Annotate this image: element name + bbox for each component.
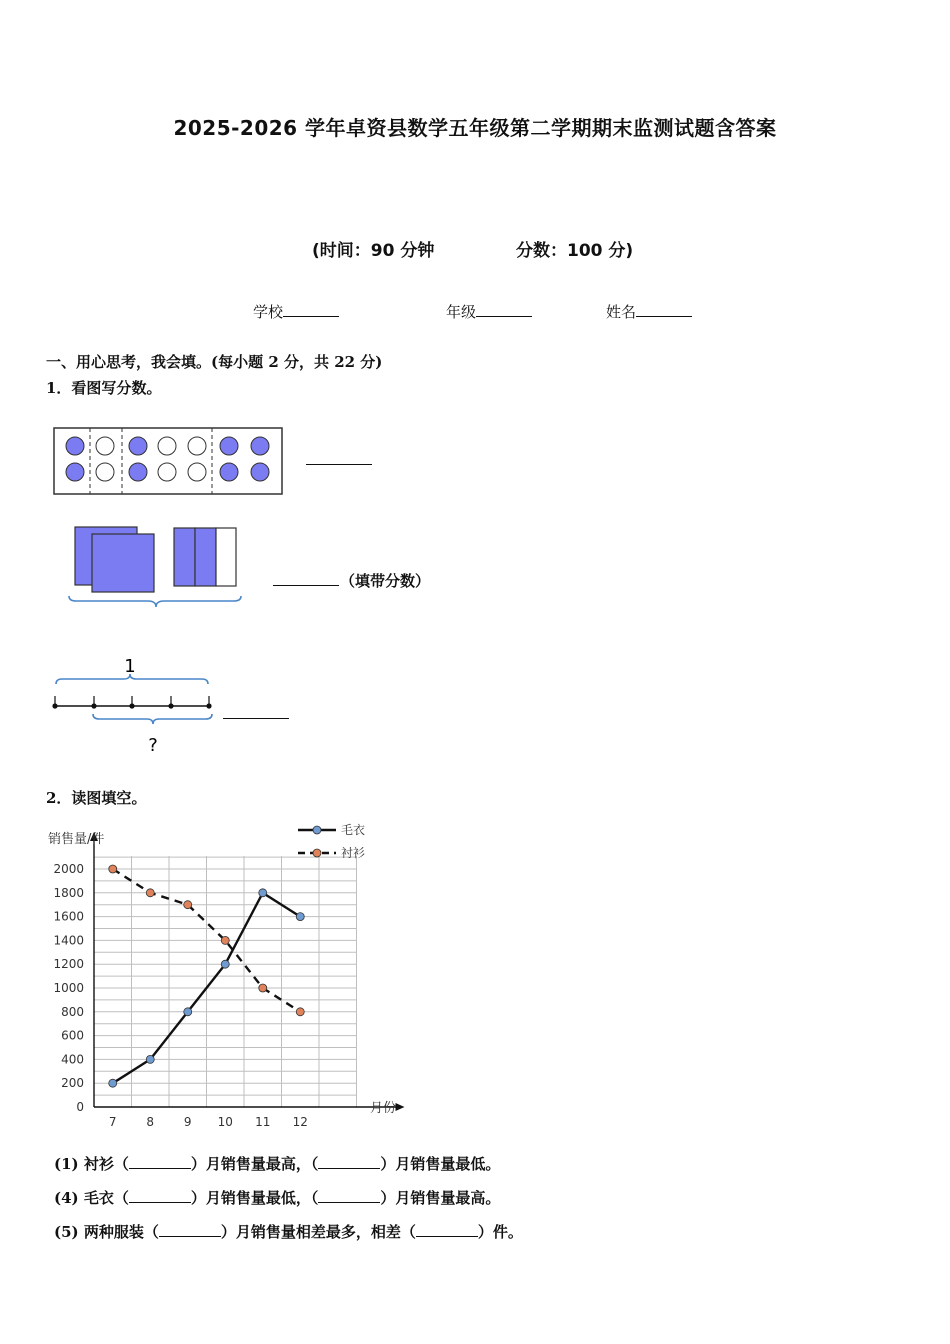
data-point: [109, 1079, 117, 1087]
x-tick-label: 12: [292, 1115, 308, 1129]
y-tick-label: 1600: [53, 909, 84, 924]
circle-filled: [251, 463, 269, 481]
sub1-blank-2[interactable]: [318, 1156, 380, 1169]
sub5-text-c: ）件。: [477, 1223, 523, 1241]
school-label: 学校: [253, 303, 284, 321]
x-tick-label: 10: [217, 1115, 233, 1129]
sub1-blank-1[interactable]: [129, 1156, 191, 1169]
data-point: [259, 984, 267, 992]
circle-filled: [220, 437, 238, 455]
subquestion-4: [54, 1187, 500, 1208]
part-filled-1: [174, 528, 195, 586]
grade-blank[interactable]: [476, 302, 532, 317]
y-tick-label: 400: [61, 1052, 84, 1067]
y-tick-label: 2000: [53, 862, 84, 876]
y-tick-label: 200: [61, 1076, 84, 1091]
number-line-bottom-label: ?: [148, 735, 158, 756]
sub4-text-b: ）月销售量最低，（: [190, 1189, 319, 1207]
question-1-label: 1．看图写分数。: [46, 379, 162, 397]
circle-empty: [188, 463, 206, 481]
sub4-text-a: (4) 毛衣（: [54, 1189, 129, 1207]
x-tick-label: 9: [183, 1115, 192, 1129]
subquestion-1: [54, 1153, 500, 1174]
full-square-front: [92, 534, 154, 592]
sub1-text-c: ）月销售量最低。: [380, 1155, 501, 1173]
data-point: [146, 889, 154, 897]
circle-empty: [188, 437, 206, 455]
data-point: [259, 889, 267, 897]
y-tick-label: 600: [61, 1028, 84, 1043]
data-point: [221, 936, 229, 944]
name-label: 姓名: [606, 303, 637, 321]
bottom-brace-2: [93, 714, 212, 724]
circle-empty: [158, 463, 176, 481]
y-tick-label: 1800: [53, 885, 84, 900]
sub4-blank-1[interactable]: [129, 1190, 191, 1203]
circle-filled: [66, 463, 84, 481]
x-tick-label: 7: [108, 1115, 117, 1129]
data-point: [296, 1008, 304, 1016]
y-axis-label: 销售量/件: [48, 832, 105, 847]
x-axis-label: 月份: [370, 1101, 397, 1116]
answer-blank-1[interactable]: [306, 463, 372, 465]
answer-blank-2[interactable]: [273, 584, 339, 586]
name-field[interactable]: [606, 301, 692, 322]
data-point: [184, 1008, 192, 1016]
number-line-figure: [46, 652, 222, 760]
section-heading: 一、用心思考，我会填。(每小题 2 分，共 22 分): [46, 353, 383, 371]
circle-empty: [96, 463, 114, 481]
number-line-top-label: 1: [124, 656, 136, 677]
sub4-blank-2[interactable]: [318, 1190, 380, 1203]
legend-label: 衬衫: [341, 846, 366, 860]
mixed-number-hint: （填带分数）: [340, 572, 431, 590]
data-point: [109, 865, 117, 873]
sub4-text-c: ）月销售量最高。: [380, 1189, 501, 1207]
data-point: [221, 960, 229, 968]
data-point: [184, 901, 192, 909]
legend-marker: [313, 849, 321, 857]
name-blank[interactable]: [636, 302, 692, 317]
x-tick-label: 11: [255, 1115, 271, 1129]
circle-filled: [129, 437, 147, 455]
school-blank[interactable]: [283, 302, 339, 317]
sub5-text-b: ）月销售量相差最多，相差（: [220, 1223, 416, 1241]
chart-axes: [90, 832, 405, 1111]
legend-label: 毛衣: [341, 823, 366, 837]
grade-label: 年级: [446, 303, 477, 321]
subquestion-5: [54, 1221, 523, 1242]
document-title: 2025-2026 学年卓资县数学五年级第二学期期末监测试题含答案: [173, 116, 777, 140]
y-tick-label: 800: [61, 1004, 84, 1019]
score-label: 分数：100 分): [516, 241, 634, 261]
circle-grid-figure: [52, 426, 286, 496]
circle-empty: [158, 437, 176, 455]
circle-filled: [66, 437, 84, 455]
y-tick-label: 1000: [53, 981, 84, 995]
question-2-label: 2．读图填空。: [46, 789, 147, 807]
sub5-blank-2[interactable]: [416, 1224, 478, 1237]
circle-empty: [96, 437, 114, 455]
legend-marker: [313, 826, 321, 834]
sub5-text-a: (5) 两种服装（: [54, 1223, 159, 1241]
y-tick-label: 1400: [53, 933, 84, 948]
part-empty: [216, 528, 236, 586]
sales-line-chart: [40, 818, 412, 1134]
circle-filled: [129, 463, 147, 481]
sub1-text-b: ）月销售量最高，（: [190, 1155, 319, 1173]
time-label: (时间：90 分钟: [312, 241, 435, 261]
y-tick-label: 1200: [53, 957, 84, 972]
part-filled-2: [195, 528, 216, 586]
grade-field[interactable]: [446, 301, 532, 322]
sub5-blank-1[interactable]: [159, 1224, 221, 1237]
sub1-text-a: (1) 衬衫（: [54, 1155, 129, 1173]
mixed-number-figure: [64, 522, 248, 612]
bottom-brace: [69, 596, 241, 607]
data-point: [146, 1055, 154, 1063]
circle-filled: [251, 437, 269, 455]
data-point: [296, 913, 304, 921]
y-tick-label: 0: [76, 1100, 84, 1114]
circle-filled: [220, 463, 238, 481]
answer-blank-3[interactable]: [223, 717, 289, 719]
school-field[interactable]: [253, 301, 339, 322]
x-tick-label: 8: [146, 1115, 155, 1129]
